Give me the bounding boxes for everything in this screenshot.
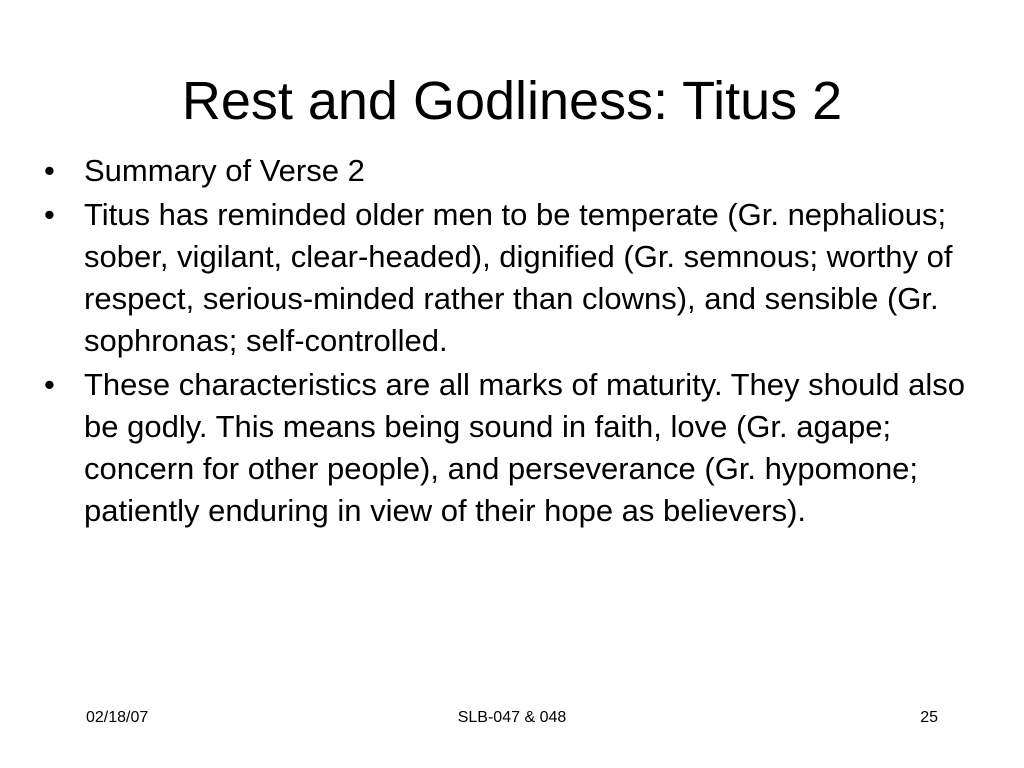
- bullet-text: These characteristics are all marks of maturity. They should also be godly. This means being sound in faith, love (Gr. agape; concern for other people), and perseverance (Gr. hypomone; patiently enduring in view of their hope as believers).: [84, 367, 965, 528]
- bullet-item: [44, 194, 994, 362]
- footer-center-text: SLB-047 & 048: [457, 709, 567, 726]
- footer-page-number: 25: [920, 709, 938, 726]
- bullet-dot-icon: •: [44, 367, 55, 402]
- bullet-item: [44, 150, 994, 192]
- bullet-item: [44, 364, 994, 532]
- footer-date: 02/18/07: [86, 709, 149, 726]
- bullet-dot-icon: •: [44, 197, 55, 232]
- bullet-dot-icon: •: [44, 153, 55, 188]
- slide-title: Rest and Godliness: Titus 2: [181, 71, 843, 131]
- bullet-text: Titus has reminded older men to be temperate (Gr. nephalious; sober, vigilant, clear-headed), dignified (Gr. semnous; worthy of respect, serious-minded rather than clowns), and sensible (Gr. sophronas; self-controlled.: [84, 197, 953, 358]
- bullet-text: Summary of Verse 2: [84, 153, 365, 188]
- bullet-list: [44, 150, 994, 534]
